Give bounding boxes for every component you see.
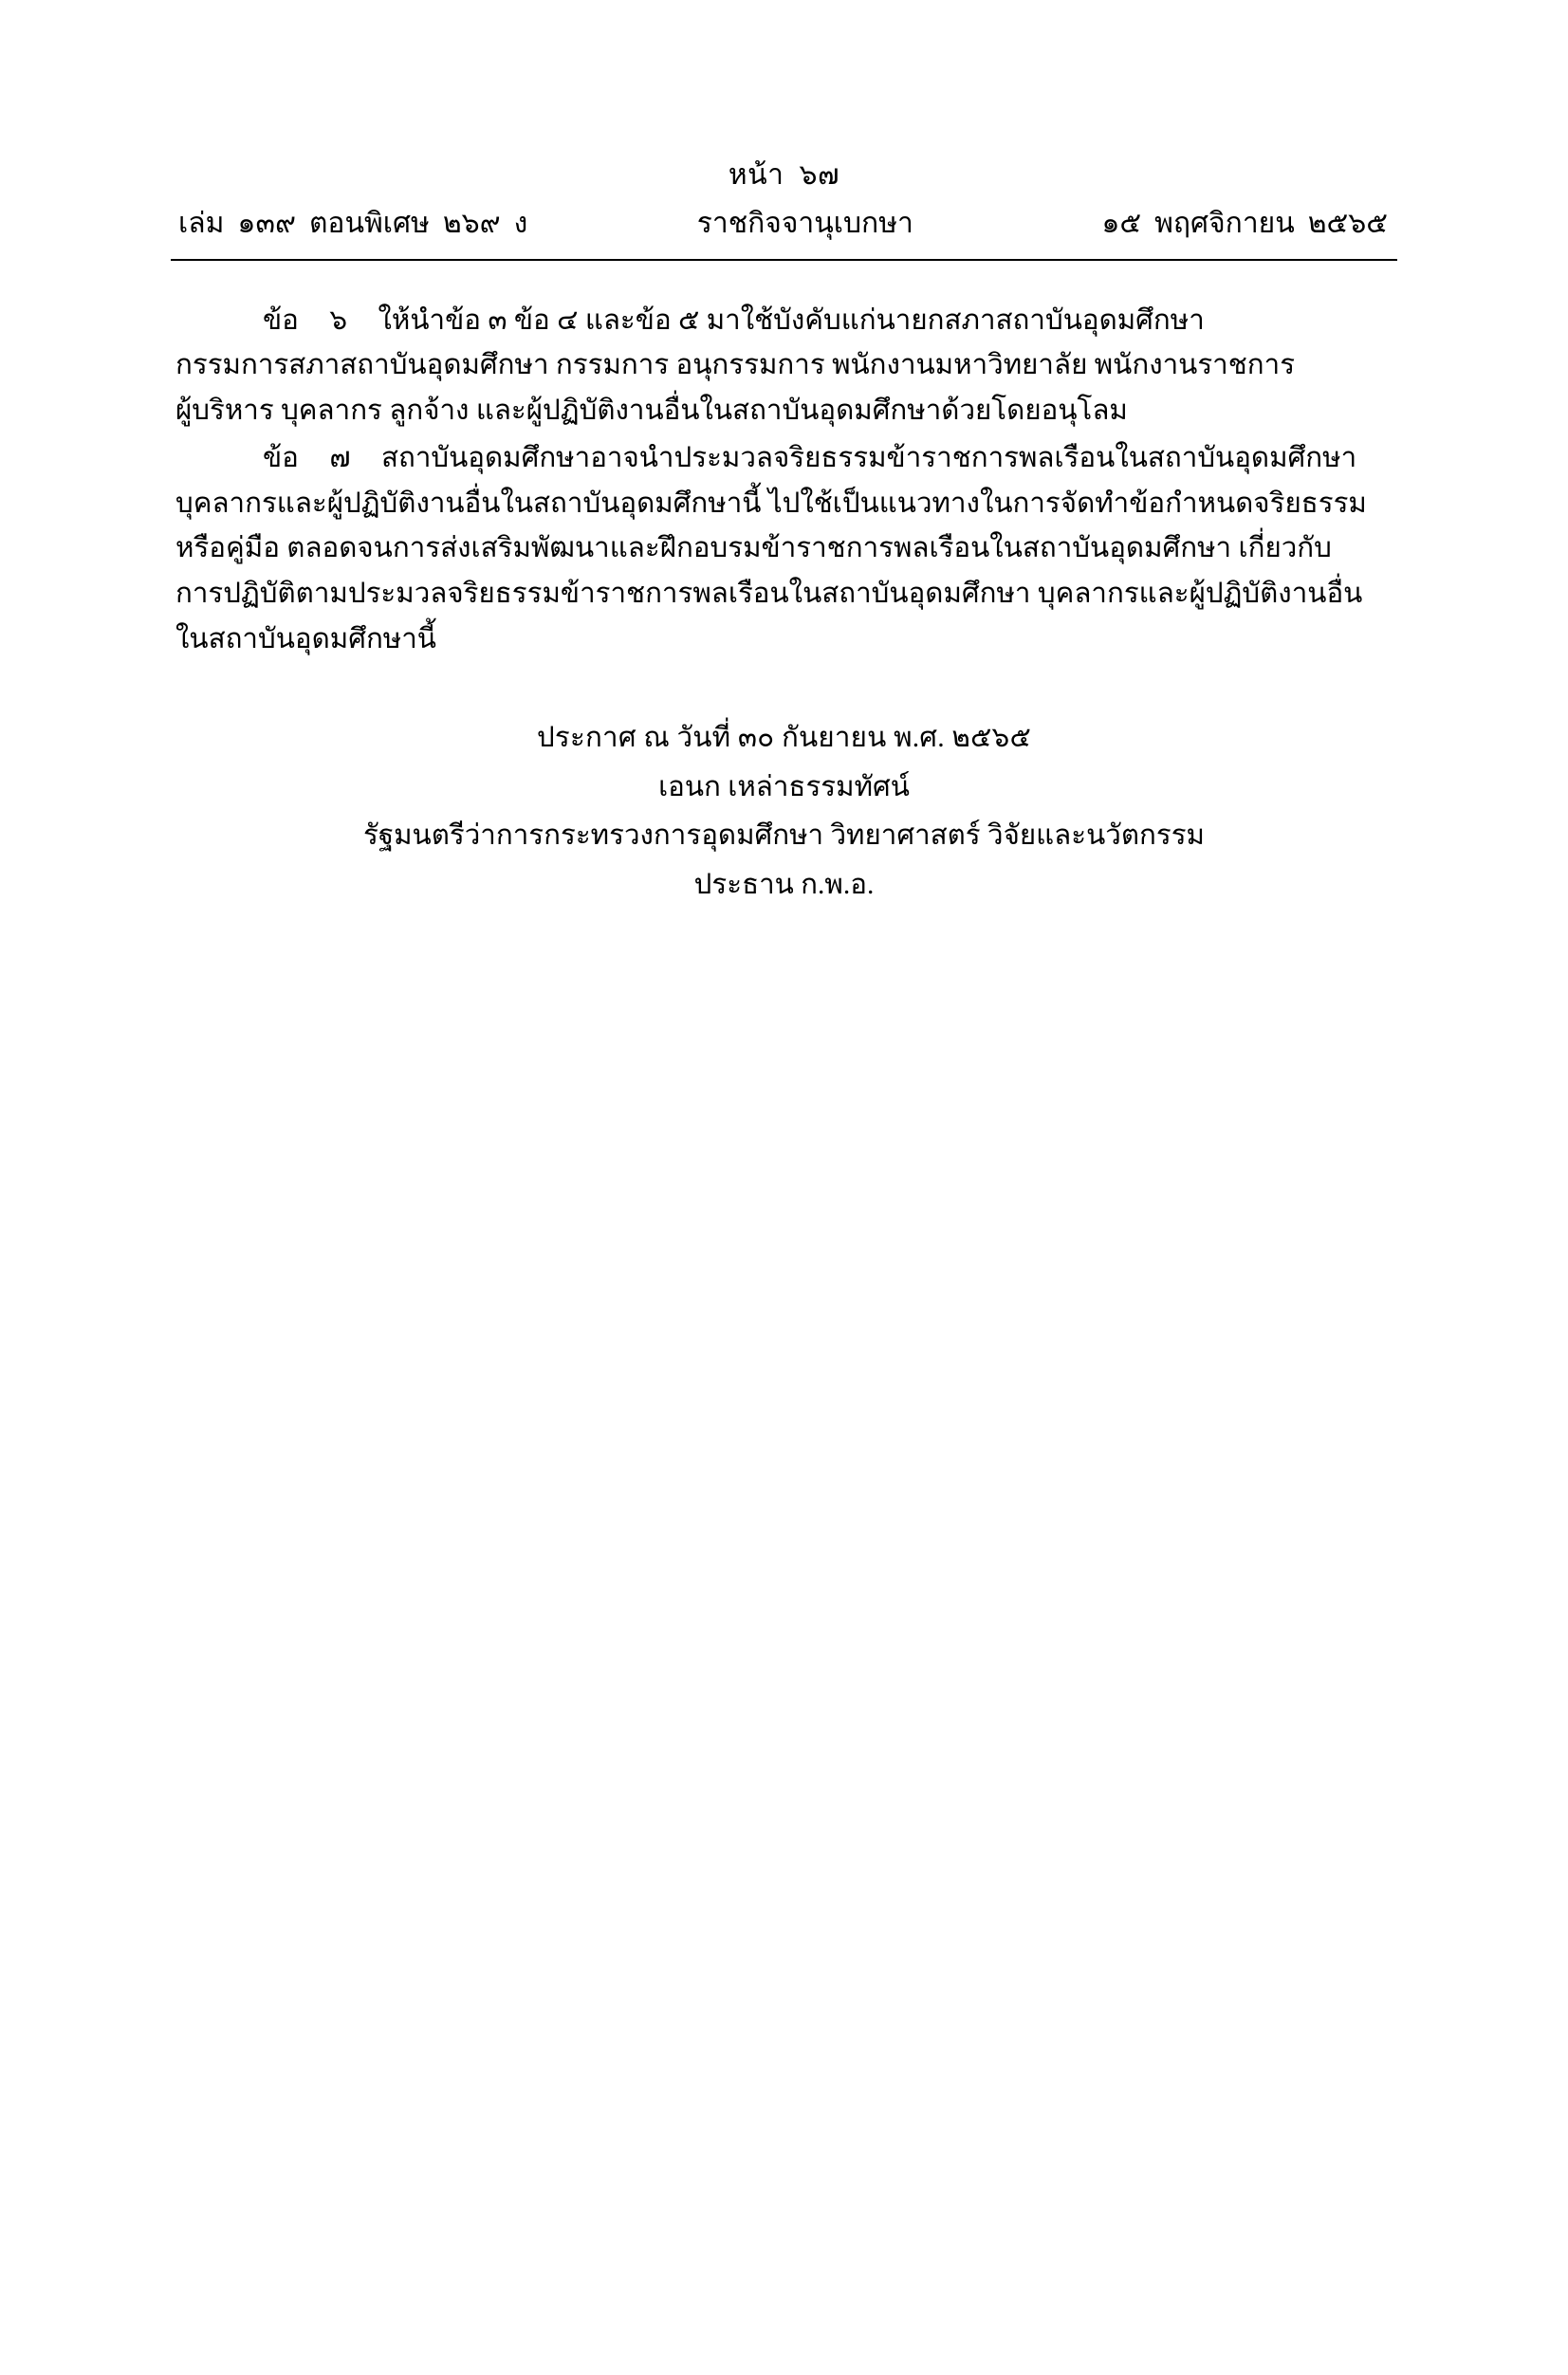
clause-7-line5: ในสถาบันอุดมศึกษานี้ [175,623,436,654]
clause-7-line3: หรือคู่มือ ตลอดจนการส่งเสริมพัฒนาและฝึกอบรมข้าราชการพลเรือนในสถาบันอุดมศึกษา เกี่ยวกับ [175,533,1332,564]
signer-role: ประธาน ก.พ.อ. [693,870,875,901]
header-year: ๒๕๖๕ [1307,207,1388,239]
clause-7-line1: สถาบันอุดมศึกษาอาจนำประมวลจริยธรรมข้าราชการพลเรือนในสถาบันอุดมศึกษา [380,442,1357,473]
header-section-label: ตอนพิเศษ [308,207,430,239]
header-date-group [1101,201,1388,246]
header-main-row [171,201,1397,246]
header-volume-group [178,201,527,246]
page-header [0,156,1568,246]
header-volume-label: เล่ม [178,207,225,239]
closing-block [175,716,1393,909]
header-volume-number: ๑๓๙ [237,207,296,239]
header-month: พฤศจิกายน [1154,207,1295,239]
clause-6-line3: ผู้บริหาร บุคลากร ลูกจ้าง และผู้ปฏิบัติงานอื่นในสถาบันอุดมศึกษาด้วยโดยอนุโลม [175,396,1128,427]
clause-7-line2: บุคลากรและผู้ปฏิบัติงานอื่นในสถาบันอุดมศึกษานี้ ไปใช้เป็นแนวทางในการจัดทำข้อกำหนดจริยธรรม [175,488,1367,519]
clause-6-line2: กรรมการสภาสถาบันอุดมศึกษา กรรมการ อนุกรรมการ พนักงานมหาวิทยาลัย พนักงานราชการ [175,350,1296,381]
clause-7-marker: ข้อ [263,442,299,473]
header-page-number: ๖๗ [799,159,840,191]
header-section-number: ๒๖๙ [442,207,501,239]
announcement-date: ประกาศ ณ วันที่ ๓๐ กันยายน พ.ศ. ๒๕๖๕ [536,722,1031,753]
header-gazette-title: ราชกิจจานุเบกษา [696,207,913,239]
clause-7-number: ๗ [329,442,351,473]
clause-6-marker: ข้อ [263,304,299,336]
clause-6-number: ๖ [329,304,348,336]
signer-name: เอนก เหล่าธรรมทัศน์ [658,771,910,802]
signer-position: รัฐมนตรีว่าการกระทรวงการอุดมศึกษา วิทยาศาสตร์ วิจัยและนวัตกรรม [362,820,1205,852]
header-page-indicator [171,156,1397,195]
clause-6 [175,299,1393,434]
header-page-label: หน้า [728,159,784,191]
document-body [175,299,1393,663]
clause-7-line4: การปฏิบัติตามประมวลจริยธรรมข้าราชการพลเรือนในสถาบันอุดมศึกษา บุคลากรและผู้ปฏิบัติงานอื่น [175,579,1363,610]
header-divider [171,259,1397,261]
clause-6-line1: ให้นำข้อ ๓ ข้อ ๔ และข้อ ๕ มาใช้บังคับแก่นายกสภาสถาบันอุดมศึกษา [378,304,1205,336]
header-section-suffix: ง [513,207,528,239]
header-day: ๑๕ [1101,207,1142,239]
gazette-page [0,156,1568,2375]
clause-7 [175,436,1393,663]
